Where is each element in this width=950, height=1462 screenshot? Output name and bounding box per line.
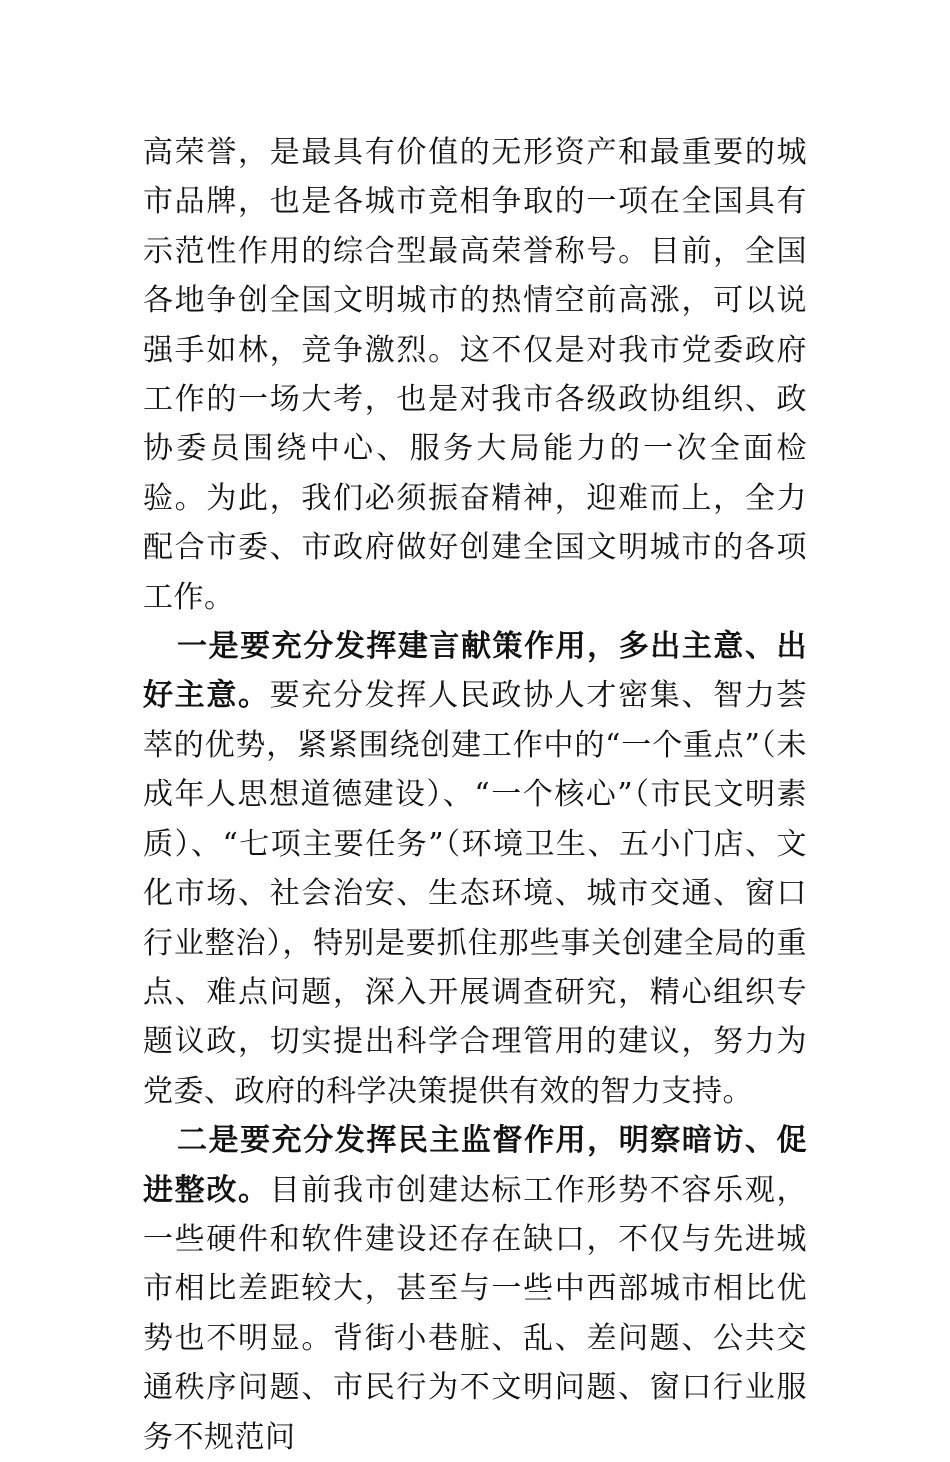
paragraph-body: 高荣誉，是最具有价值的无形资产和最重要的城市品牌，也是各城市竞相争取的一项在全国具有示范性作用的综合型最高荣誉称号。目前，全国各地争创全国文明城市的热情空前高涨，可以说强手如林，竞争激烈。这不仅是对我市党委政府工作的一场大考，也是对我市各级政协组织、政协委员围绕中心、服务大局能力的一次全面检验。为此，我们必须振奋精神，迎难而上，全力配合市委、市政府做好创建全国文明城市的各项工作。	[143, 135, 807, 615]
document-body	[143, 128, 807, 1462]
paragraph-lead-heading: 一是要充分发挥建言献策作用，多出主意、出好主意。	[143, 629, 807, 714]
paragraph-body: 要充分发挥人民政协人才密集、智力荟萃的优势，紧紧围绕创建工作中的“一个重点”（未成年人思想道德建设）、“一个核心”（市民文明素质）、“七项主要任务”（环境卫生、五小门店、文化市场、社会治安、生态环境、城市交通、窗口行业整治），特别是要抓住那些事关创建全局的重点、难点问题，深入开展调查研究，精心组织专题议政，切实提出科学合理管用的建议，努力为党委、政府的科学决策提供有效的智力支持。	[143, 678, 808, 1109]
paragraph-body: 目前我市创建达标工作形势不容乐观，一些硬件和软件建设还存在缺口，不仅与先进城市相比差距较大，甚至与一些中西部城市相比优势也不明显。背街小巷脏、乱、差问题、公共交通秩序问题、市民行为不文明问题、窗口行业服务不规范问	[143, 1172, 808, 1455]
paragraph-continuation	[143, 128, 807, 622]
paragraph-point-one	[143, 622, 807, 1116]
paragraph-point-two	[143, 1116, 807, 1462]
paragraph-lead-heading: 二是要充分发挥民主监督作用，明察暗访、促进整改。	[143, 1123, 807, 1208]
